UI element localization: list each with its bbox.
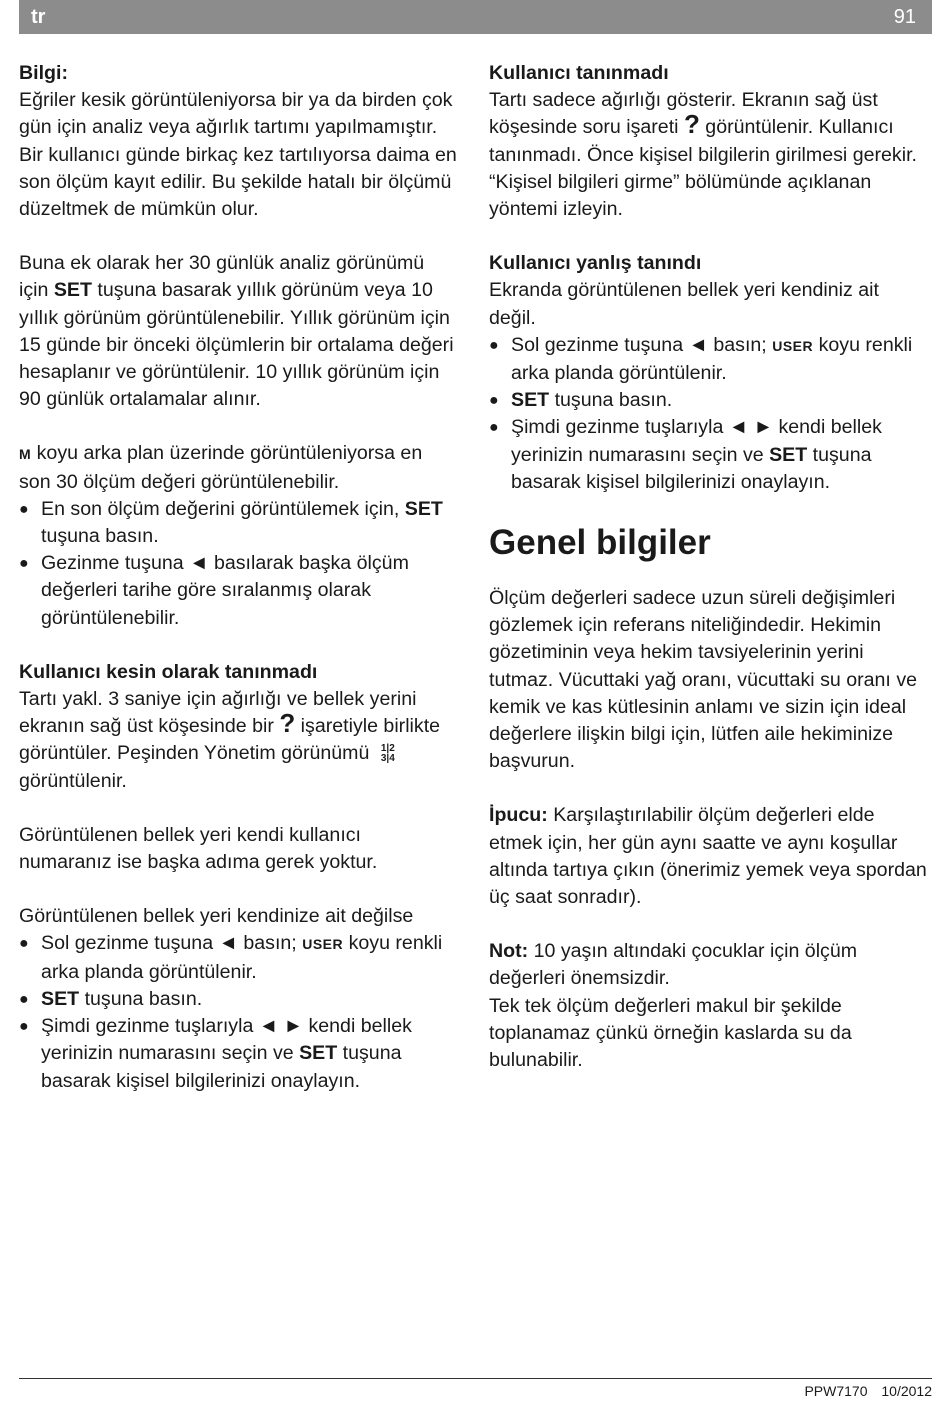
tip-label: İpucu: [489, 804, 548, 827]
list-item: ● En son ölçüm değerini görüntülemek için, SET tuşuna basın. [19, 496, 459, 550]
memory-bullets [19, 496, 459, 632]
list-item: ● Sol gezinme tuşuna ◄ basın; USER koyu renkli arka planda görüntülenir. [19, 930, 459, 985]
question-mark-icon: ? [279, 708, 296, 739]
memory-symbol-icon: M [19, 446, 32, 463]
set-key-label: SET [53, 279, 92, 302]
annual-view-paragraph: Buna ek olarak her 30 günlük analiz görünümü için SET tuşuna basarak yıllık görünüm veya 10 yıllık görünüm görüntülenebilir. Yıllık görünüm için 15 günde bir önceki ölçümlerin bir ortalama değeri hesaplanır ve görüntülenir. 10 yıllık görünüm için 90 günlük ortalamalar alınır. [19, 252, 454, 411]
memory-paragraph: M koyu arka plan üzerinde görüntüleniyorsa en son 30 ölçüm değeri görüntülenebilir. [19, 442, 423, 493]
list-item: ● Sol gezinme tuşuna ◄ basın; USER koyu renkli arka planda görüntülenir. [489, 332, 929, 387]
language-code: tr [31, 6, 46, 28]
general-info-paragraph: Ölçüm değerleri sadece uzun süreli değişimleri gözlemek için referans niteliğindedir. Hekimin gözetiminin veya hekim tavsiyelerinin yerini tutmaz. Vücuttaki yağ oranı, vücuttaki su oranı ve kemik ve kas kütlesinin anlamı ve sizin için ideal değerlere ilişkin bilgi için, lütfen aile hekiminize başvurun. [489, 587, 918, 773]
note-paragraph: Not: 10 yaşın altındaki çocuklar için ölçüm değerleri önemsizdir. [489, 940, 858, 990]
unrecognized-paragraph: Tartı sadece ağırlığı gösterir. Ekranın sağ üst köşesinde soru işareti ? görüntülenir. Kullanıcı tanınmadı. Önce kişisel bilgilerin girilmesi gerekir. “Kişisel bilgileri girme” bölümünde açıklanan yöntemi izleyin. [489, 89, 917, 221]
tip-paragraph: İpucu: Karşılaştırılabilir ölçüm değerleri elde etmek için, her gün aynı saatte ve aynı koşullar altında tartıya çıkın (önerimiz yemek veya spordan üç saat sonradır). [489, 804, 927, 909]
note-label: Not: [489, 940, 529, 963]
model-number: PPW7170 [804, 1383, 868, 1399]
list-item: ● Şimdi gezinme tuşlarıyla ◄ ► kendi bellek yerinizin numarasını seçin ve SET tuşuna basarak kişisel bilgilerinizi onaylayın. [489, 414, 929, 496]
page-number: 91 [893, 6, 916, 28]
right-column [489, 60, 929, 1101]
note-paragraph-2: Tek tek ölçüm değerleri makul bir şekilde toplanamaz çünkü örneğin kaslarda su da bulunabilir. [489, 994, 852, 1072]
user-symbol-icon: USER [302, 936, 344, 953]
admin-view-icon: 1|2 3|4 [380, 743, 395, 765]
info-paragraph: Eğriler kesik görüntüleniyorsa bir ya da birden çok gün için analiz veya ağırlık tartımı yapılmamıştır. Bir kullanıcı günde birkaç kez tartılıyorsa daima en son ölçüm kayıt edilir. Bu şekilde hatalı bir ölçümü düzeltmek de mümkün olur. [19, 89, 457, 221]
left-column [19, 60, 459, 1122]
section-heading-wrong: Kullanıcı yanlış tanındı [489, 252, 702, 275]
list-item: ● Gezinme tuşuna ◄ basılarak başka ölçüm değerleri tarihe göre sıralanmış olarak görüntülenebilir. [19, 550, 459, 632]
general-info-heading: Genel bilgiler [489, 523, 711, 563]
page-header [19, 0, 932, 34]
not-own-paragraph: Görüntülenen bellek yeri kendinize ait değilse [19, 905, 414, 928]
footer-divider [19, 1378, 932, 1379]
wrong-paragraph: Ekranda görüntülenen bellek yeri kendiniz ait değil. [489, 279, 879, 329]
section-heading-unrecognized: Kullanıcı tanınmadı [489, 62, 669, 84]
wrong-steps-list [489, 332, 929, 496]
question-mark-icon: ? [683, 109, 700, 140]
own-number-paragraph: Görüntülenen bellek yeri kendi kullanıcı numaranız ise başka adıma gerek yoktur. [19, 823, 378, 874]
user-symbol-icon: USER [772, 337, 814, 354]
not-recognized-paragraph: Tartı yakl. 3 saniye için ağırlığı ve bellek yerini ekranın sağ üst köşesinde bir ? işaretiyle birlikte görüntüler. Peşinden Yönetim görünümü 1|2 3|4 görüntülenir. [19, 688, 441, 792]
info-title: Bilgi: [19, 62, 68, 84]
section-heading-not-recognized: Kullanıcı kesin olarak tanınmadı [19, 660, 318, 683]
list-item: ● Şimdi gezinme tuşlarıyla ◄ ► kendi bellek yerinizin numarasını seçin ve SET tuşuna basarak kişisel bilgilerinizi onaylayın. [19, 1013, 459, 1095]
list-item: ● SET tuşuna basın. [489, 387, 929, 414]
edition-date: 10/2012 [881, 1383, 932, 1399]
steps-list [19, 930, 459, 1094]
list-item: ● SET tuşuna basın. [19, 986, 459, 1013]
page-footer [794, 1383, 932, 1399]
